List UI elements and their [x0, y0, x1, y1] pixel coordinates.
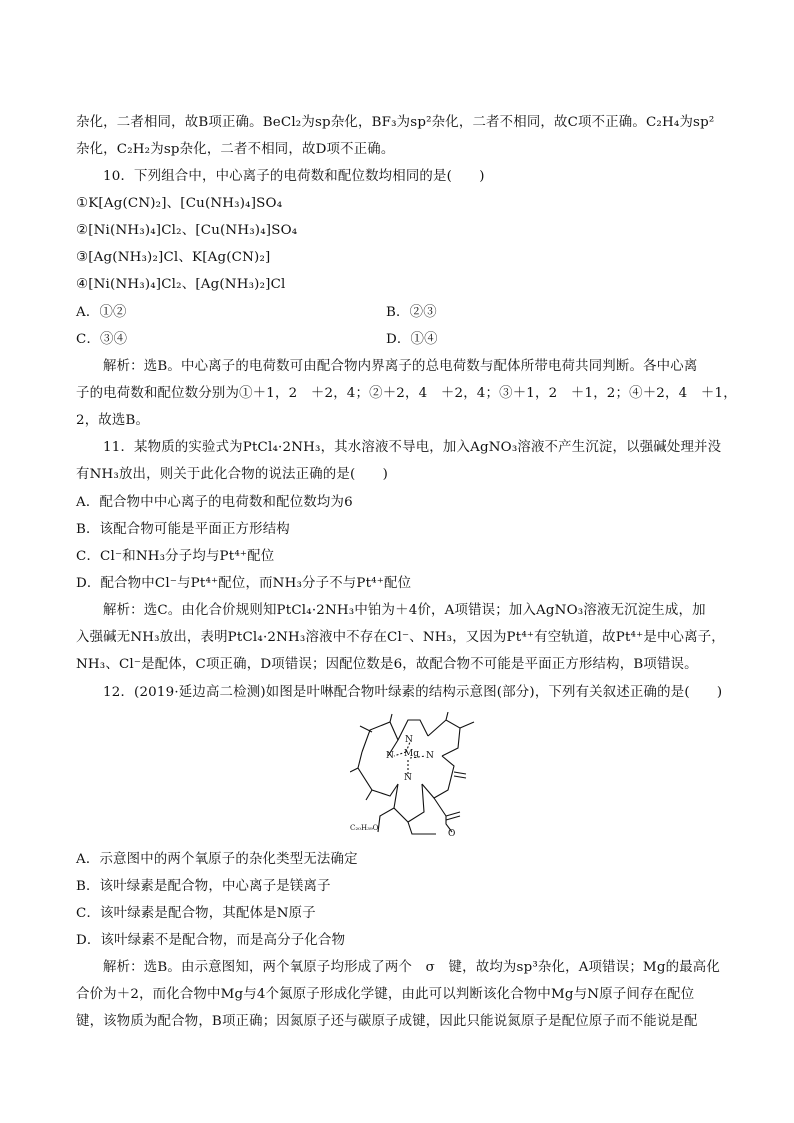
substituent-label: C₂₀H₃₉O [350, 824, 379, 832]
q11-option-a: A．配合物中中心离子的电荷数和配位数均为6 [76, 495, 353, 510]
bond [398, 720, 428, 740]
answer-11-line: 入强碱无NH₃放出，表明PtCl₄·2NH₃溶液中不存在Cl⁻、NH₃，又因为Pt⁴⁺有空轨道，故Pt⁴⁺是中心离子， [76, 630, 725, 645]
question-11-cont: 有NH₃放出，则关于此化合物的说法正确的是( ) [76, 467, 389, 482]
q10-option-d: D．①④ [386, 332, 438, 347]
question-11: 11．某物质的实验式为PtCl₄·2NH₃，其水溶液不导电，加入AgNO₃溶液不产生沉淀，以强碱处理并没 [103, 440, 722, 455]
atom-n: N [405, 735, 413, 745]
q11-option-d: D．配合物中Cl⁻与Pt⁴⁺配位，而NH₃分子不与Pt⁴⁺配位 [76, 576, 412, 591]
bond [394, 784, 424, 822]
atom-o: O [448, 829, 456, 837]
q12-option-c: C．该叶绿素是配合物，其配体是N原子 [76, 906, 316, 921]
answer-12-line: 解析：选B。由示意图知，两个氧原子均形成了两个 σ 键，故均为sp³杂化，A项错误；Mg的最高化 [103, 960, 720, 975]
bond [366, 790, 372, 800]
q10-item-3: ③[Ag(NH₃)₂]Cl、K[Ag(CN)₂] [76, 250, 271, 265]
text-line: 杂化，C₂H₂为sp杂化，二者不相同，故D项不正确。 [76, 142, 395, 157]
atom-n: N [404, 773, 412, 783]
q12-option-d: D．该叶绿素不是配合物，而是高分子化合物 [76, 933, 346, 948]
answer-12-line: 合价为＋2，而化合物中Mg与4个氮原子形成化学键，由此可以判断该化合物中Mg与N原子间存在配位 [76, 987, 695, 1002]
bond [422, 756, 454, 798]
q10-item-4: ④[Ni(NH₃)₄]Cl₂、[Ag(NH₃)₂]Cl [76, 277, 286, 292]
bond [350, 768, 358, 772]
q11-option-b: B．该配合物可能是平面正方形结构 [76, 522, 290, 537]
q10-item-2: ②[Ni(NH₃)₄]Cl₂、[Cu(NH₃)₄]SO₄ [76, 223, 298, 238]
q10-option-a: A．①② [76, 305, 127, 320]
question-12: 12．(2019·延边高二检测)如图是叶啉配合物叶绿素的结构示意图(部分)，下列有关叙述正确的是( ) [103, 685, 723, 700]
q12-option-a: A．示意图中的两个氧原子的杂化类型无法确定 [76, 852, 358, 867]
q10-option-b: B．②③ [386, 305, 437, 320]
bond [446, 812, 460, 820]
text-line: 杂化，二者相同，故B项正确。BeCl₂为sp杂化，BF₃为sp²杂化，二者不相同，故C项不正确。C₂H₄为sp² [76, 115, 715, 130]
question-10: 10．下列组合中，中心离子的电荷数和配位数均相同的是( ) [103, 169, 485, 184]
bond [454, 772, 466, 778]
atom-mg: Mg [404, 749, 419, 759]
bond [446, 712, 448, 720]
answer-11-line: 解析：选C。由化合价规则知PtCl₄·2NH₃中铂为＋4价，A项错误；加入AgNO₃溶液无沉淀生成，加 [103, 603, 706, 618]
bond [460, 722, 474, 728]
bond [408, 822, 436, 834]
bond [390, 714, 392, 722]
q10-item-1: ①K[Ag(CN)₂]、[Cu(NH₃)₄]SO₄ [76, 196, 283, 211]
chlorophyll-structure-figure [350, 712, 480, 837]
answer-12-line: 键，该物质为配合物，B项正确；因氮原子还与碳原子成键，因此只能说氮原子是配位原子而不能说是配 [76, 1014, 698, 1029]
bond [360, 726, 372, 732]
atom-n: N [426, 751, 434, 761]
q11-option-c: C．Cl⁻和NH₃分子均与Pt⁴⁺配位 [76, 549, 275, 564]
bond [378, 808, 394, 832]
answer-11-line: NH₃、Cl⁻是配体，C项正确，D项错误；因配位数是6，故配合物不可能是平面正方形结构，B项错误。 [76, 657, 698, 672]
answer-10-line: 子的电荷数和配位数分别为①＋1，2 ＋2，4；②＋2，4 ＋2，4；③＋1，2 ＋1，2；④＋2，4 ＋1， [76, 386, 737, 401]
answer-10-line: 解析：选B。中心离子的电荷数可由配合物内界离子的总电荷数与配体所带电荷共同判断。各中心离 [103, 359, 698, 374]
q12-option-b: B．该叶绿素是配合物，中心离子是镁离子 [76, 879, 331, 894]
answer-10-line: 2，故选B。 [76, 413, 150, 428]
atom-n: N [386, 751, 394, 761]
q10-option-c: C．③④ [76, 332, 128, 347]
